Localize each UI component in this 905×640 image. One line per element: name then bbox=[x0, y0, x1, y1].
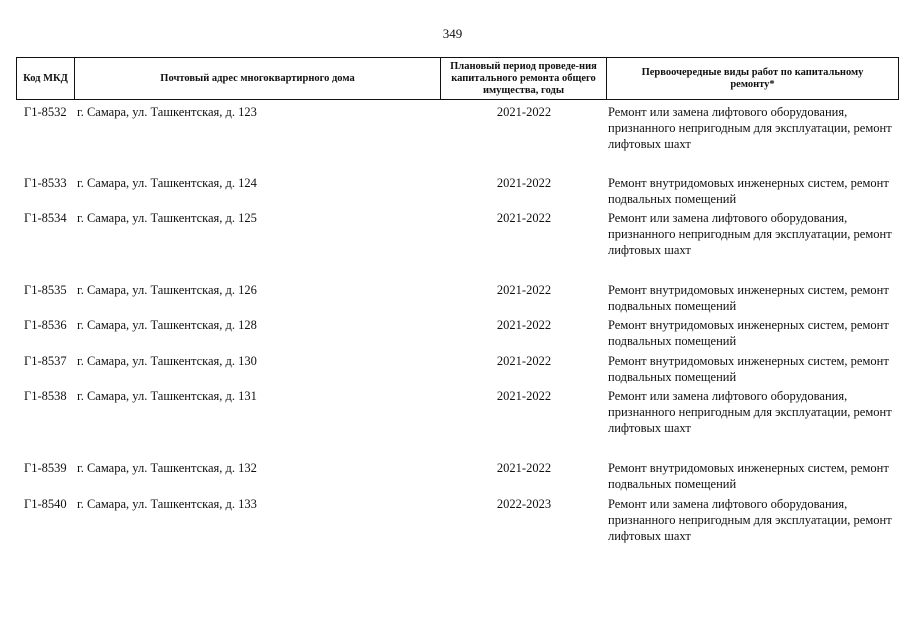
cell-period: 2021-2022 bbox=[496, 283, 552, 297]
page-number: 349 bbox=[442, 26, 463, 41]
header-works: Первоочередные виды работ по капитальному ремонту* bbox=[641, 66, 864, 90]
cell-works: Ремонт или замена лифтового оборудования, признанного непригодным для эксплуатации, ремонт лифтовых шахт bbox=[608, 497, 892, 543]
cell-period: 2021-2022 bbox=[496, 176, 552, 190]
cell-code: Г1-8540 bbox=[24, 497, 67, 511]
cell-code: Г1-8533 bbox=[24, 176, 67, 190]
cell-period: 2021-2022 bbox=[496, 211, 552, 225]
cell-address: г. Самара, ул. Ташкентская, д. 132 bbox=[77, 461, 257, 475]
cell-address: г. Самара, ул. Ташкентская, д. 125 bbox=[77, 211, 257, 225]
cell-code: Г1-8536 bbox=[24, 318, 67, 332]
cell-period: 2022-2023 bbox=[496, 497, 552, 511]
cell-works: Ремонт или замена лифтового оборудования, признанного непригодным для эксплуатации, ремонт лифтовых шахт bbox=[608, 211, 892, 257]
header-address: Почтовый адрес многоквартирного дома bbox=[75, 58, 441, 99]
cell-works: Ремонт внутридомовых инженерных систем, ремонт подвальных помещений bbox=[608, 461, 889, 491]
cell-code: Г1-8532 bbox=[24, 105, 67, 119]
cell-period: 2021-2022 bbox=[496, 318, 552, 332]
cell-address: г. Самара, ул. Ташкентская, д. 123 bbox=[77, 105, 257, 119]
cell-code: Г1-8534 bbox=[24, 211, 67, 225]
cell-period: 2021-2022 bbox=[496, 461, 552, 475]
cell-period: 2021-2022 bbox=[496, 354, 552, 368]
cell-code: Г1-8535 bbox=[24, 283, 67, 297]
cell-period: 2021-2022 bbox=[496, 105, 552, 119]
cell-works: Ремонт или замена лифтового оборудования, признанного непригодным для эксплуатации, ремонт лифтовых шахт bbox=[608, 105, 892, 151]
cell-code: Г1-8538 bbox=[24, 389, 67, 403]
table-header bbox=[16, 57, 899, 100]
header-period: Плановый период проведе-ния капитального ремонта общего имущества, годы bbox=[441, 58, 607, 99]
header-code: Код МКД bbox=[17, 58, 75, 99]
cell-address: г. Самара, ул. Ташкентская, д. 133 bbox=[77, 497, 257, 511]
cell-address: г. Самара, ул. Ташкентская, д. 126 bbox=[77, 283, 257, 297]
cell-address: г. Самара, ул. Ташкентская, д. 131 bbox=[77, 389, 257, 403]
cell-works: Ремонт или замена лифтового оборудования, признанного непригодным для эксплуатации, ремонт лифтовых шахт bbox=[608, 389, 892, 435]
cell-works: Ремонт внутридомовых инженерных систем, ремонт подвальных помещений bbox=[608, 176, 889, 206]
cell-works: Ремонт внутридомовых инженерных систем, ремонт подвальных помещений bbox=[608, 318, 889, 348]
cell-code: Г1-8537 bbox=[24, 354, 67, 368]
cell-works: Ремонт внутридомовых инженерных систем, ремонт подвальных помещений bbox=[608, 283, 889, 313]
cell-period: 2021-2022 bbox=[496, 389, 552, 403]
cell-address: г. Самара, ул. Ташкентская, д. 128 bbox=[77, 318, 257, 332]
cell-works: Ремонт внутридомовых инженерных систем, ремонт подвальных помещений bbox=[608, 354, 889, 384]
cell-address: г. Самара, ул. Ташкентская, д. 124 bbox=[77, 176, 257, 190]
cell-address: г. Самара, ул. Ташкентская, д. 130 bbox=[77, 354, 257, 368]
cell-code: Г1-8539 bbox=[24, 461, 67, 475]
